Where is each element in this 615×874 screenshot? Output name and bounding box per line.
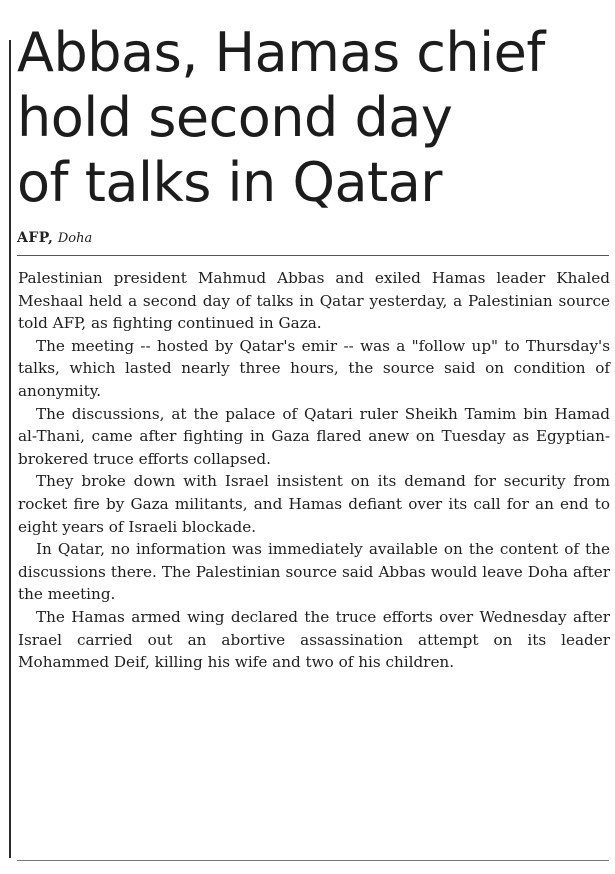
byline-agency: AFP, [17, 230, 54, 246]
headline [17, 20, 607, 215]
body-paragraph: In Qatar, no information was immediately available on the content of the discussions there. The Palestinian source said Abbas would leave Doha after the meeting. [18, 540, 610, 604]
headline-line: hold second day [17, 86, 453, 149]
column-rule [9, 40, 11, 858]
byline [17, 229, 92, 248]
headline-line: Abbas, Hamas chief [17, 21, 545, 84]
body-paragraph: They broke down with Israel insistent on its demand for security from rocket fire by Gaza militants, and Hamas defiant over its call for an end to eight years of Israeli blockade. [18, 472, 610, 536]
bottom-divider [17, 860, 609, 861]
byline-dateline: Doha [57, 231, 93, 246]
article-body [18, 267, 610, 674]
body-paragraph: The Hamas armed wing declared the truce efforts over Wednesday after Israel carried out an abortive assassination attempt on its leader Mohammed Deif, killing his wife and two of his children. [18, 607, 610, 672]
body-paragraph: The meeting -- hosted by Qatar's emir -- was a "follow up" to Thursday's talks, which lasted nearly three hours, the source said on condition of anonymity. [18, 336, 610, 400]
headline-line: of talks in Qatar [17, 151, 443, 214]
body-paragraph: Palestinian president Mahmud Abbas and exiled Hamas leader Khaled Meshaal held a second day of talks in Qatar yesterday, a Palestinian source told AFP, as fighting continued in Gaza. [18, 269, 610, 333]
byline-divider [17, 255, 609, 256]
body-paragraph: The discussions, at the palace of Qatari ruler Sheikh Tamim bin Hamad al-Thani, came after fighting in Gaza flared anew on Tuesday as Egyptian-brokered truce efforts collapsed. [18, 404, 610, 468]
